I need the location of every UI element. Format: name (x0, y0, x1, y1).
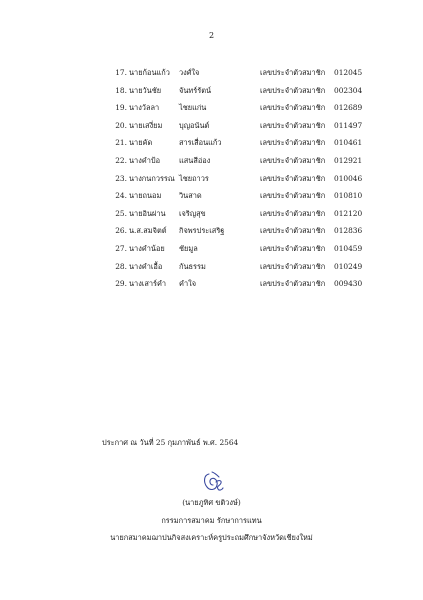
member-id-label: เลขประจำตัวสมาชิก (260, 279, 326, 289)
member-first-name: นางคำเอื้อ (129, 261, 163, 271)
member-first-name: นายเสงี่ยม (129, 120, 163, 130)
member-row (115, 279, 415, 297)
member-row (115, 86, 415, 104)
member-id: 002304 (334, 85, 363, 95)
member-row (115, 138, 415, 156)
member-number: 18. (115, 85, 127, 95)
member-id-label: เลขประจำตัวสมาชิก (260, 120, 326, 130)
member-id: 009430 (334, 279, 363, 289)
member-id-label: เลขประจำตัวสมาชิก (260, 191, 326, 201)
member-row (115, 244, 415, 262)
member-first-name: น.ส.สมจิตต์ (129, 226, 167, 236)
member-row (115, 174, 415, 192)
member-id-label: เลขประจำตัวสมาชิก (260, 226, 326, 236)
member-number: 22. (115, 155, 127, 165)
member-number: 23. (115, 173, 127, 183)
member-first-name: นางเสาร์คำ (129, 279, 167, 289)
member-id: 012836 (334, 226, 363, 236)
member-last-name: สารเสื่อนแก้ว (179, 138, 222, 148)
member-last-name: ไชยแก่น (179, 103, 207, 113)
member-row (115, 103, 415, 121)
member-id: 011497 (334, 120, 363, 130)
member-number: 28. (115, 261, 127, 271)
member-id-label: เลขประจำตัวสมาชิก (260, 243, 326, 253)
member-last-name: กันธรรม (179, 261, 206, 271)
member-row (115, 226, 415, 244)
member-id-label: เลขประจำตัวสมาชิก (260, 155, 326, 165)
member-number: 21. (115, 138, 127, 148)
member-first-name: นายวันชัย (129, 85, 162, 95)
member-id: 012045 (334, 68, 363, 77)
member-first-name: นายอินผ่าน (129, 208, 166, 218)
member-id-label: เลขประจำตัวสมาชิก (260, 85, 326, 95)
member-number: 25. (115, 208, 127, 218)
member-number: 29. (115, 279, 127, 289)
member-first-name: นางวัลลา (129, 103, 160, 113)
signer-name: (นายภูทิศ ขติวงษ์) (182, 498, 241, 507)
member-number: 17. (115, 68, 127, 77)
member-row (115, 121, 415, 139)
member-id-label: เลขประจำตัวสมาชิก (260, 208, 326, 218)
member-id: 010459 (334, 243, 363, 253)
member-list (115, 68, 415, 297)
member-last-name: บุญอนันต์ (179, 120, 210, 130)
member-last-name: กิจพรประเสริฐ (179, 226, 225, 236)
member-last-name: วงศ์ใจ (179, 68, 200, 77)
member-id-label: เลขประจำตัวสมาชิก (260, 103, 326, 113)
member-first-name: นางคำป้อ (129, 155, 161, 165)
signature (200, 468, 226, 494)
member-id-label: เลขประจำตัวสมาชิก (260, 68, 326, 77)
member-id: 010810 (334, 191, 363, 201)
member-id: 012921 (334, 155, 363, 165)
announcement-date: ประกาศ ณ วันที่ 25 กุมภาพันธ์ พ.ศ. 2564 (102, 438, 239, 447)
member-last-name: ชัยมูล (179, 243, 198, 253)
member-id-label: เลขประจำตัวสมาชิก (260, 138, 326, 148)
member-number: 27. (115, 243, 127, 253)
member-id: 010461 (334, 138, 363, 148)
member-id-label: เลขประจำตัวสมาชิก (260, 173, 326, 183)
member-number: 20. (115, 120, 127, 130)
member-number: 24. (115, 191, 127, 201)
member-number: 19. (115, 103, 127, 113)
member-row (115, 156, 415, 174)
member-row (115, 262, 415, 280)
member-last-name: ไชยถาวร (179, 173, 209, 183)
member-last-name: แสนสีอ่อง (179, 155, 211, 165)
member-id-label: เลขประจำตัวสมาชิก (260, 261, 326, 271)
member-id: 012689 (334, 103, 363, 113)
page-number: 2 (208, 31, 215, 40)
member-id: 010249 (334, 261, 363, 271)
member-row (115, 209, 415, 227)
member-row (115, 68, 415, 86)
member-first-name: นางกนกวรรณ (129, 173, 175, 183)
member-row (115, 191, 415, 209)
member-last-name: คำใจ (179, 279, 197, 289)
signer-organization: นายกสมาคมฌาปนกิจสงเคราะห์ครูประถมศึกษาจังหวัดเชียงใหม่ (110, 533, 313, 542)
member-id: 012120 (334, 208, 363, 218)
member-number: 26. (115, 226, 127, 236)
member-last-name: จันทร์รัตน์ (179, 85, 212, 95)
signer-position: กรรมการสมาคม รักษาการแทน (161, 516, 262, 525)
member-id: 010046 (334, 173, 363, 183)
member-first-name: นายถนอม (129, 191, 162, 201)
member-first-name: นายคัด (129, 138, 153, 148)
member-first-name: นายก้อนแก้ว (129, 68, 170, 77)
member-first-name: นางคำน้อย (129, 243, 165, 253)
member-last-name: เจริญสุข (179, 208, 206, 218)
member-last-name: วินสาด (179, 191, 202, 201)
